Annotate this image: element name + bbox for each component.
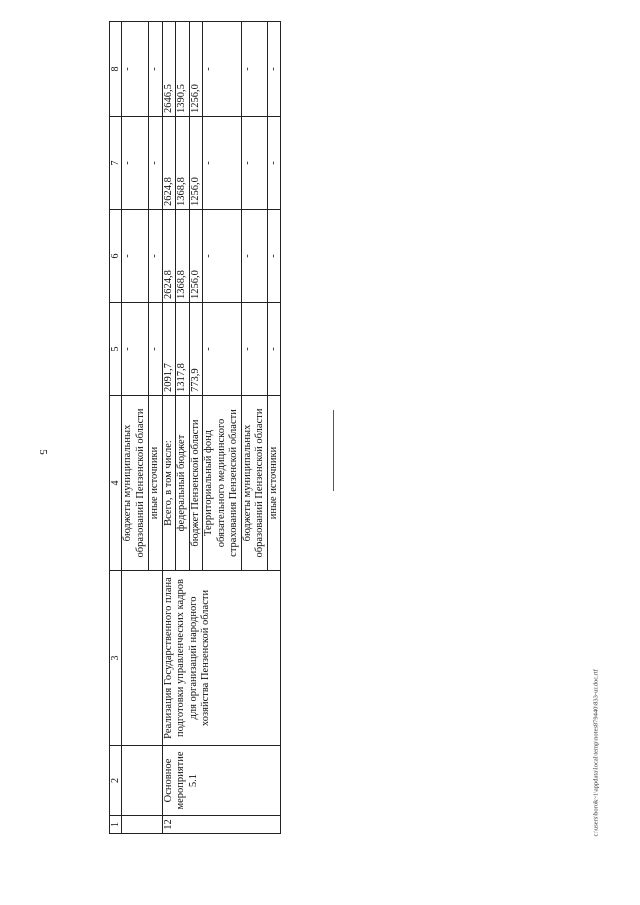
section-divider — [333, 410, 334, 491]
value-cell: - — [267, 22, 281, 117]
funding-source: федеральный бюджет — [176, 396, 190, 571]
value-cell: - — [241, 117, 267, 210]
value-cell: 1368,8 — [176, 210, 190, 303]
value-cell: 1390,5 — [176, 22, 190, 117]
value-cell: - — [149, 210, 163, 303]
header-cell: 7 — [110, 117, 122, 210]
header-cell: 2 — [110, 746, 122, 816]
header-row — [110, 22, 122, 834]
value-cell: - — [241, 22, 267, 117]
value-cell: - — [267, 117, 281, 210]
funding-source: иные источники — [267, 396, 281, 571]
activity-type: Основное мероприятие 5.1 — [162, 746, 281, 816]
value-cell: - — [122, 210, 149, 303]
activity-name: Реализация Государственного плана подготовки управленческих кадров для организаций народного хозяйства Пензенской области — [162, 571, 281, 746]
funding-source: иные источники — [149, 396, 163, 571]
empty-cell — [122, 571, 163, 746]
value-cell: 1256,0 — [189, 117, 203, 210]
value-cell: - — [267, 303, 281, 396]
value-cell: - — [241, 210, 267, 303]
value-cell: - — [149, 117, 163, 210]
header-cell: 1 — [110, 816, 122, 834]
footer-file-path: c:\users\borok~1\appdata\local\temp\notes879440\833-ur.doc.rtf — [592, 669, 600, 837]
table-row — [122, 22, 149, 834]
page-number: 5 — [36, 449, 49, 455]
value-cell: - — [149, 303, 163, 396]
funding-source: бюджет Пензенской области — [189, 396, 203, 571]
header-cell: 4 — [110, 396, 122, 571]
header-cell: 6 — [110, 210, 122, 303]
row-number: 12 — [162, 816, 281, 834]
empty-cell — [122, 816, 163, 834]
value-cell: - — [267, 210, 281, 303]
budget-table-container — [109, 22, 289, 849]
value-cell: 1256,0 — [189, 22, 203, 117]
funding-source: Территориальный фонд обязательного медицинского страхования Пензенской области — [203, 396, 242, 571]
funding-source: бюджеты муниципальных образований Пензенской области — [122, 396, 149, 571]
header-cell: 5 — [110, 303, 122, 396]
value-cell: - — [203, 22, 242, 117]
value-cell: 2646,5 — [162, 22, 176, 117]
budget-table — [109, 21, 281, 834]
header-cell: 8 — [110, 22, 122, 117]
funding-source: бюджеты муниципальных образований Пензенской области — [241, 396, 267, 571]
value-cell: 2091,7 — [162, 303, 176, 396]
table-row — [162, 22, 176, 834]
value-cell: 2624,8 — [162, 210, 176, 303]
value-cell: - — [122, 303, 149, 396]
value-cell: - — [241, 303, 267, 396]
value-cell: - — [122, 117, 149, 210]
value-cell: 1317,8 — [176, 303, 190, 396]
empty-cell — [122, 746, 163, 816]
funding-source: Всего, в том числе: — [162, 396, 176, 571]
value-cell: 2624,8 — [162, 117, 176, 210]
value-cell: - — [203, 210, 242, 303]
value-cell: - — [122, 22, 149, 117]
value-cell: 1368,8 — [176, 117, 190, 210]
header-cell: 3 — [110, 571, 122, 746]
value-cell: - — [203, 117, 242, 210]
value-cell: 1256,0 — [189, 210, 203, 303]
value-cell: 773,9 — [189, 303, 203, 396]
value-cell: - — [203, 303, 242, 396]
value-cell: - — [149, 22, 163, 117]
